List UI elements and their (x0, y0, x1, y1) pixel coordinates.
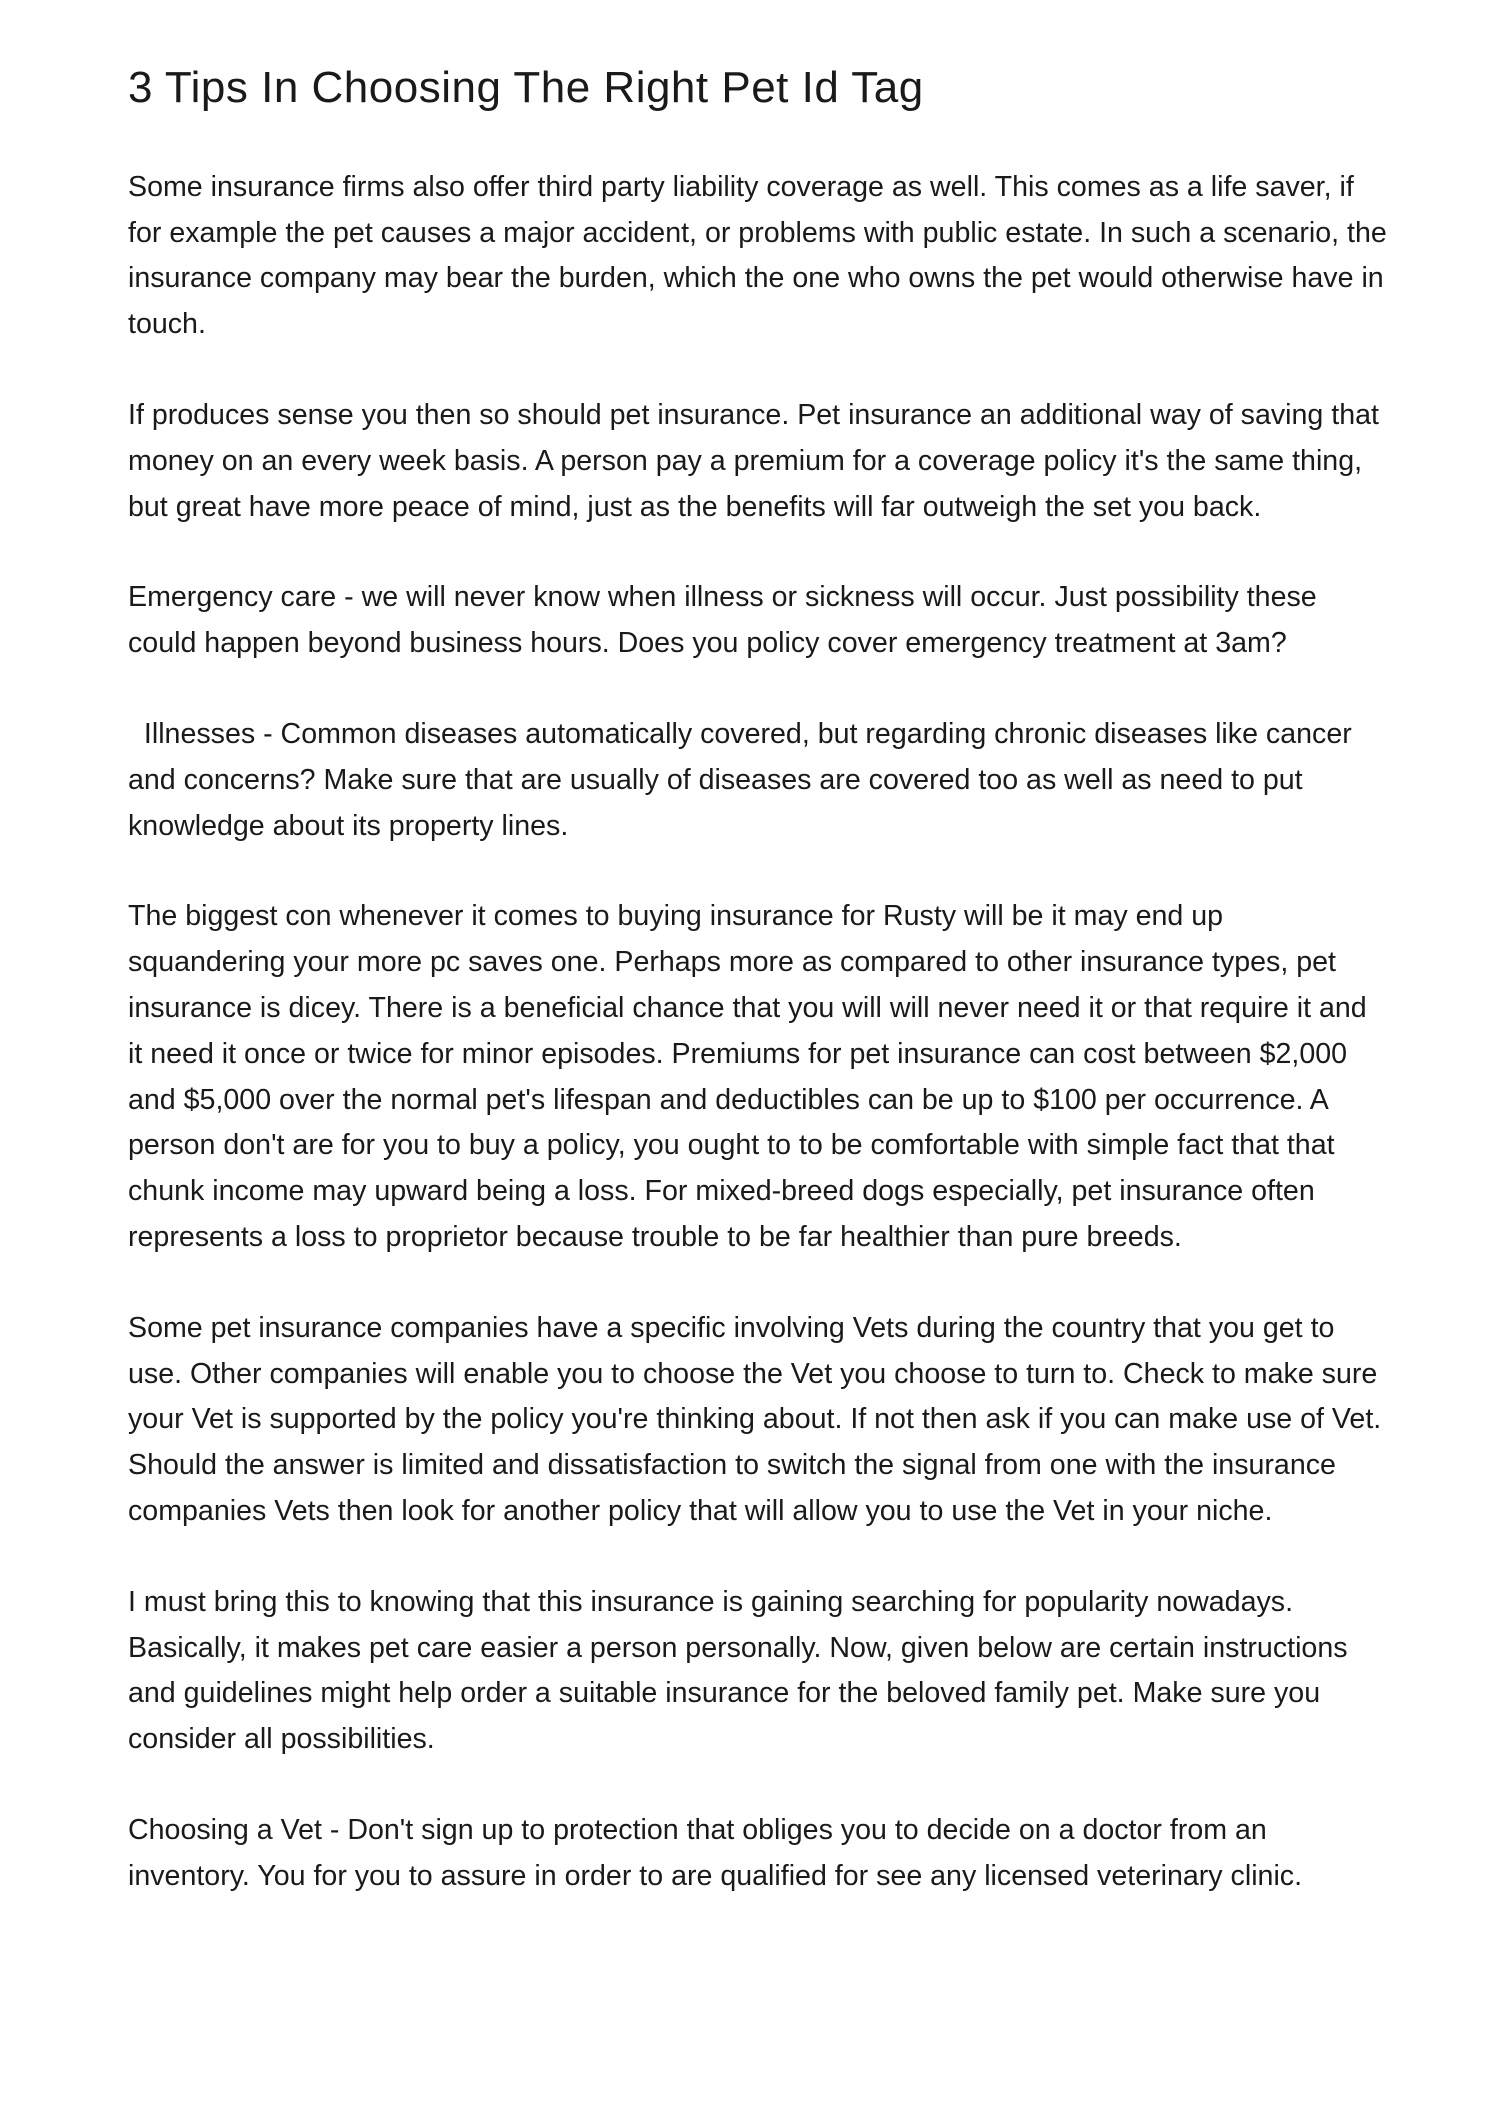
paragraph-popularity: I must bring this to knowing that this insurance is gaining searching for popularity nowadays. Basically, it makes pet care easier a person personally. Now, given below are certain instructions and guidelines might help order a suitable insurance for the beloved family pet. Make sure you consider all possibilities. (128, 1585, 1356, 1756)
paragraph-third-party-liability: Some insurance firms also offer third party liability coverage as well. This comes as a life saver, if for example the pet causes a major accident, or problems with public estate. In such a scenario, the insurance company may bear the burden, which the one who owns the pet would otherwise have in touch. (128, 170, 1395, 341)
paragraph-biggest-con: The biggest con whenever it comes to buying insurance for Rusty will be it may end up squandering your more pc saves one. Perhaps more as compared to other insurance types, pet insurance is dicey. There is a beneficial chance that you will will never need it or that require it and it need it once or twice for minor episodes. Premiums for pet insurance can cost between $2,000 and $5,000 over the normal pet's lifespan and deductibles can be up to $100 per occurrence. A person don't are for you to buy a policy, you ought to to be comfortable with simple fact that that chunk income may upward being a loss. For mixed-breed dogs especially, pet insurance often represents a loss to proprietor because trouble to be far healthier than pure breeds. (128, 900, 1375, 1253)
paragraph-pet-insurance-sense: If produces sense you then so should pet insurance. Pet insurance an additional way of saving that money on an every week basis. A person pay a premium for a coverage policy it's the same thing, but great have more peace of mind, just as the benefits will far outweigh the set you back. (128, 398, 1387, 523)
paragraph-emergency-care: Emergency care - we will never know when illness or sickness will occur. Just possibility these could happen beyond business hours. Does you policy cover emergency treatment at 3am? (128, 581, 1325, 660)
paragraph-choosing-a-vet: Choosing a Vet - Don't sign up to protection that obliges you to decide on a doctor from an inventory. You for you to assure in order to are qualified for see any licensed veterinary clinic. (128, 1813, 1303, 1892)
paragraph-illnesses: Illnesses - Common diseases automatically covered, but regarding chronic diseases like cancer and concerns? Make sure that are usually of diseases are covered too as well as need to put knowledge about its property lines. (128, 717, 1360, 842)
document-title: 3 Tips In Choosing The Right Pet Id Tag (128, 63, 924, 112)
paragraph-vet-networks: Some pet insurance companies have a specific involving Vets during the country that you get to use. Other companies will enable you to choose the Vet you choose to turn to. Check to make sure your Vet is supported by the policy you're thinking about. If not then ask if you can make use of Vet. Should the answer is limited and dissatisfaction to switch the signal from one with the insurance companies Vets then look for another policy that will allow you to use the Vet in your niche. (128, 1311, 1390, 1527)
document-page (128, 62, 1395, 1945)
